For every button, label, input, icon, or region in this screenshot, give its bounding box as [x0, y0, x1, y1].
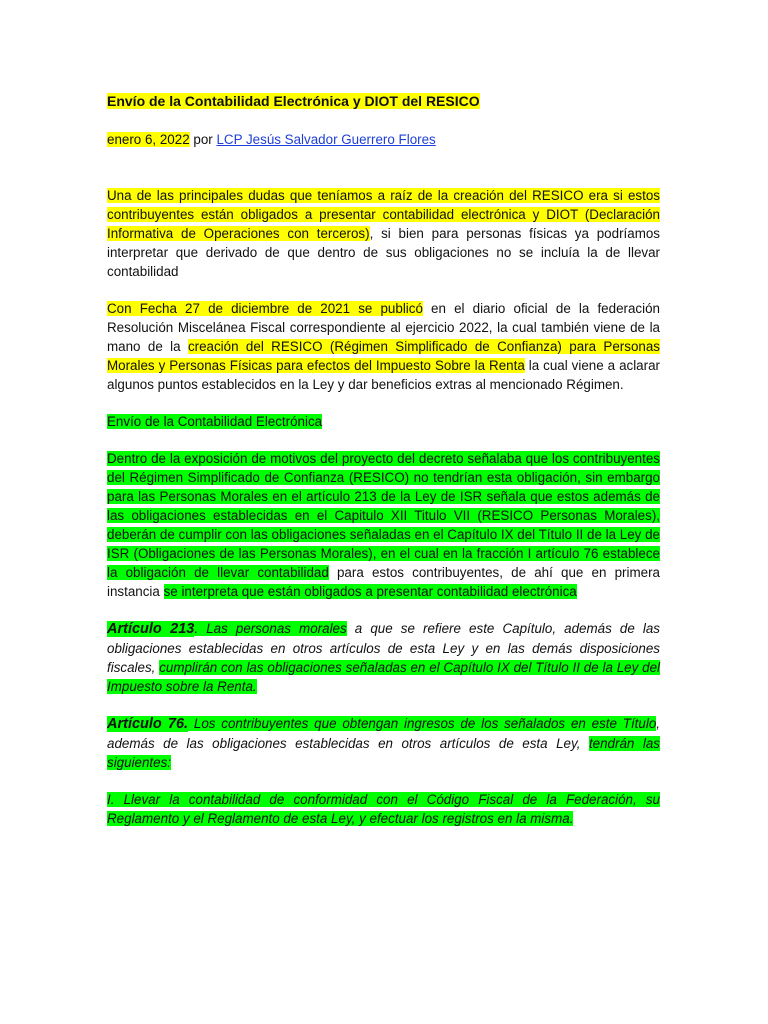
- article-213-highlight-2: cumplirán con las obligaciones señaladas en el Capítulo IX del Título II de la Ley del Impuesto sobre la Renta.: [107, 660, 660, 694]
- post-por: por: [189, 132, 217, 147]
- paragraph-rmf-text-2: la cual viene a aclarar algunos puntos establecidos en la Ley y dar beneficios extras al mencionado Régimen.: [107, 358, 660, 392]
- paragraph-intro-highlight: Una de las principales dudas que teníamos a raíz de la creación del RESICO era si estos contribuyentes están obligados a presentar contabilidad electrónica y DIOT (Declaración Informativa de Operaciones con terceros): [107, 188, 660, 241]
- article-213: [107, 619, 660, 696]
- section-heading-text: Envío de la Contabilidad Electrónica: [107, 414, 323, 429]
- article-76-text: , además de las obligaciones establecidas en otros artículos de esta Ley,: [107, 716, 660, 751]
- paragraph-rmf-highlight-2: creación del RESICO (Régimen Simplificado de Confianza) para Personas Morales y Personas Físicas para efectos del Impuesto Sobre la Renta: [107, 339, 660, 373]
- document-title-text: Envío de la Contabilidad Electrónica y DIOT del RESICO: [107, 93, 480, 109]
- article-76: [107, 714, 660, 772]
- paragraph-intro-rest: , si bien para personas físicas ya podríamos interpretar que derivado de que dentro de sus obligaciones no se incluía la de llevar contabilidad: [107, 226, 660, 279]
- author-link[interactable]: LCP Jesús Salvador Guerrero Flores: [216, 132, 436, 147]
- paragraph-rmf-highlight-1: Con Fecha 27 de diciembre de 2021 se publicó: [107, 301, 423, 316]
- fraccion-1: [107, 790, 660, 828]
- post-meta: [107, 130, 660, 149]
- paragraph-exposicion-highlight-1: Dentro de la exposición de motivos del proyecto del decreto señalaba que los contribuyentes del Régimen Simplificado de Confianza (RESICO) no tendrían esta obligación, sin embargo para las Personas Morales en el artículo 213 de la Ley de ISR señala que estos además de las obligaciones establecidas en el Capitulo XII Titulo VII (RESICO Personas Morales), deberán de cumplir con las obligaciones señaladas en el Capítulo IX del Título II de la Ley de ISR (Obligaciones de las Personas Morales), en el cual en la fracción I artículo 76 establece la obligación de llevar contabilidad: [107, 451, 660, 580]
- article-76-heading: Artículo 76.: [107, 716, 189, 732]
- document-title: [107, 92, 660, 111]
- paragraph-exposicion-highlight-2: se interpreta que están obligados a presentar contabilidad electrónica: [163, 584, 577, 599]
- paragraph-rmf-text-1: en el diario oficial de la federación Resolución Miscelánea Fiscal correspondiente al ejercicio 2022, la cual también viene de la mano de la: [107, 301, 660, 354]
- section-heading: [107, 412, 660, 431]
- paragraph-intro: [107, 186, 660, 281]
- paragraph-exposicion-text: para estos contribuyentes, de ahí que en primera instancia: [107, 565, 660, 599]
- document-page: [107, 92, 660, 846]
- fraccion-1-text: I. Llevar la contabilidad de conformidad con el Código Fiscal de la Federación, su Reglamento y el Reglamento de esta Ley, y efectuar los registros en la misma.: [107, 792, 660, 826]
- article-213-text: a que se refiere este Capítulo, además de las obligaciones establecidas en otros artículos de esta Ley y en las demás disposiciones fiscales,: [107, 621, 660, 675]
- article-213-highlight-1: . Las personas morales: [194, 621, 347, 636]
- article-213-heading: Artículo 213: [107, 621, 195, 637]
- article-76-highlight-1: Los contribuyentes que obtengan ingresos de los señalados en este Título: [188, 716, 657, 731]
- post-date: enero 6, 2022: [107, 132, 190, 147]
- article-76-highlight-2: tendrán las siguientes:: [107, 736, 660, 770]
- paragraph-rmf: [107, 299, 660, 394]
- paragraph-exposicion: [107, 449, 660, 601]
